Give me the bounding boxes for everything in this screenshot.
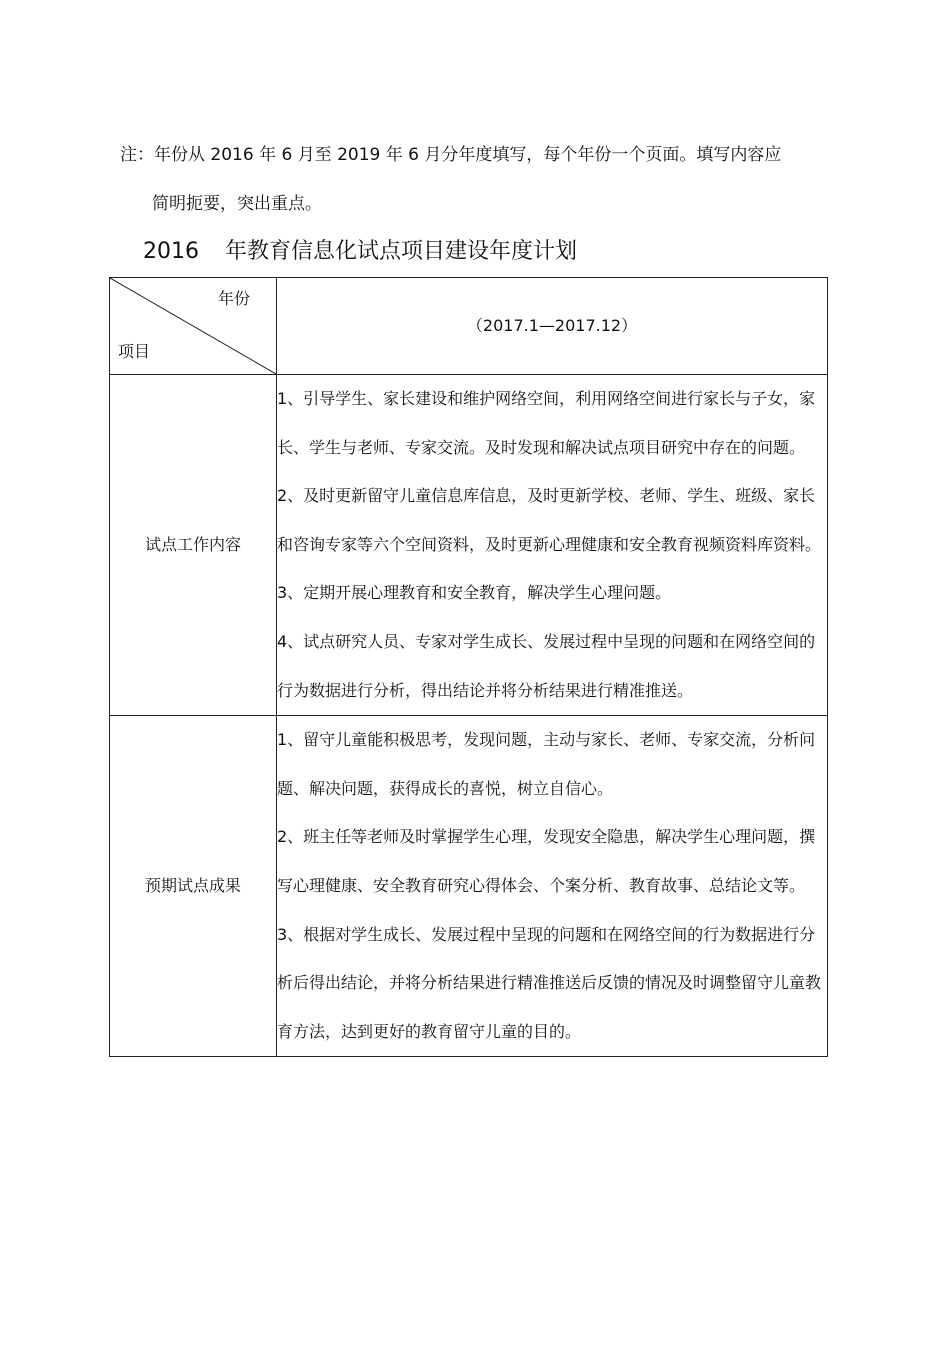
content-paragraph: 2、及时更新留守儿童信息库信息，及时更新学校、老师、学生、班级、家长和咨询专家等六个空间资料，及时更新心理健康和安全教育视频资料库资料。 bbox=[277, 486, 822, 554]
header-year-label: 年份 bbox=[217, 289, 250, 308]
row-content-pilot-work bbox=[277, 375, 828, 716]
title-text: 年教育信息化试点项目建设年度计划 bbox=[225, 239, 578, 264]
page-title bbox=[143, 238, 577, 266]
table-row bbox=[110, 716, 828, 1057]
row-label-pilot-work: 试点工作内容 bbox=[110, 375, 277, 716]
content-paragraph: 3、定期开展心理教育和安全教育，解决学生心理问题。 bbox=[277, 583, 672, 603]
content-paragraph: 2、班主任等老师及时掌握学生心理，发现安全隐患，解决学生心理问题，撰写心理健康、安全教育研究心得体会、个案分析、教育故事、总结论文等。 bbox=[277, 827, 816, 895]
table-row bbox=[110, 375, 828, 716]
content-paragraph: 1、引导学生、家长建设和维护网络空间，利用网络空间进行家长与子女，家长、学生与老师、专家交流。及时发现和解决试点项目研究中存在的问题。 bbox=[277, 389, 816, 457]
note-line-1: 注：年份从 2016 年 6 月至 2019 年 6 月分年度填写，每个年份一个页面。填写内容应 bbox=[120, 145, 782, 165]
header-item-label: 项目 bbox=[118, 342, 151, 361]
note-line-2: 简明扼要，突出重点。 bbox=[152, 194, 322, 214]
row-label-expected-results: 预期试点成果 bbox=[110, 716, 277, 1057]
row-content-expected-results bbox=[277, 716, 828, 1057]
plan-table bbox=[109, 277, 828, 1057]
diagonal-header-cell bbox=[110, 278, 277, 375]
content-paragraph: 4、试点研究人员、专家对学生成长、发展过程中呈现的问题和在网络空间的行为数据进行分析，得出结论并将分析结果进行精准推送。 bbox=[277, 631, 816, 700]
table-header-row bbox=[110, 278, 828, 375]
header-period: （2017.1—2017.12） bbox=[277, 278, 828, 375]
content-paragraph: 3、根据对学生成长、发展过程中呈现的问题和在网络空间的行为数据进行分析后得出结论，并将分析结果进行精准推送后反馈的情况及时调整留守儿童教育方法，达到更好的教育留守儿童的目的。 bbox=[277, 924, 822, 1041]
content-paragraph: 1、留守儿童能积极思考，发现问题，主动与家长、老师、专家交流，分析问题、解决问题，获得成长的喜悦，树立自信心。 bbox=[277, 730, 816, 798]
title-year: 2016 bbox=[143, 239, 199, 264]
